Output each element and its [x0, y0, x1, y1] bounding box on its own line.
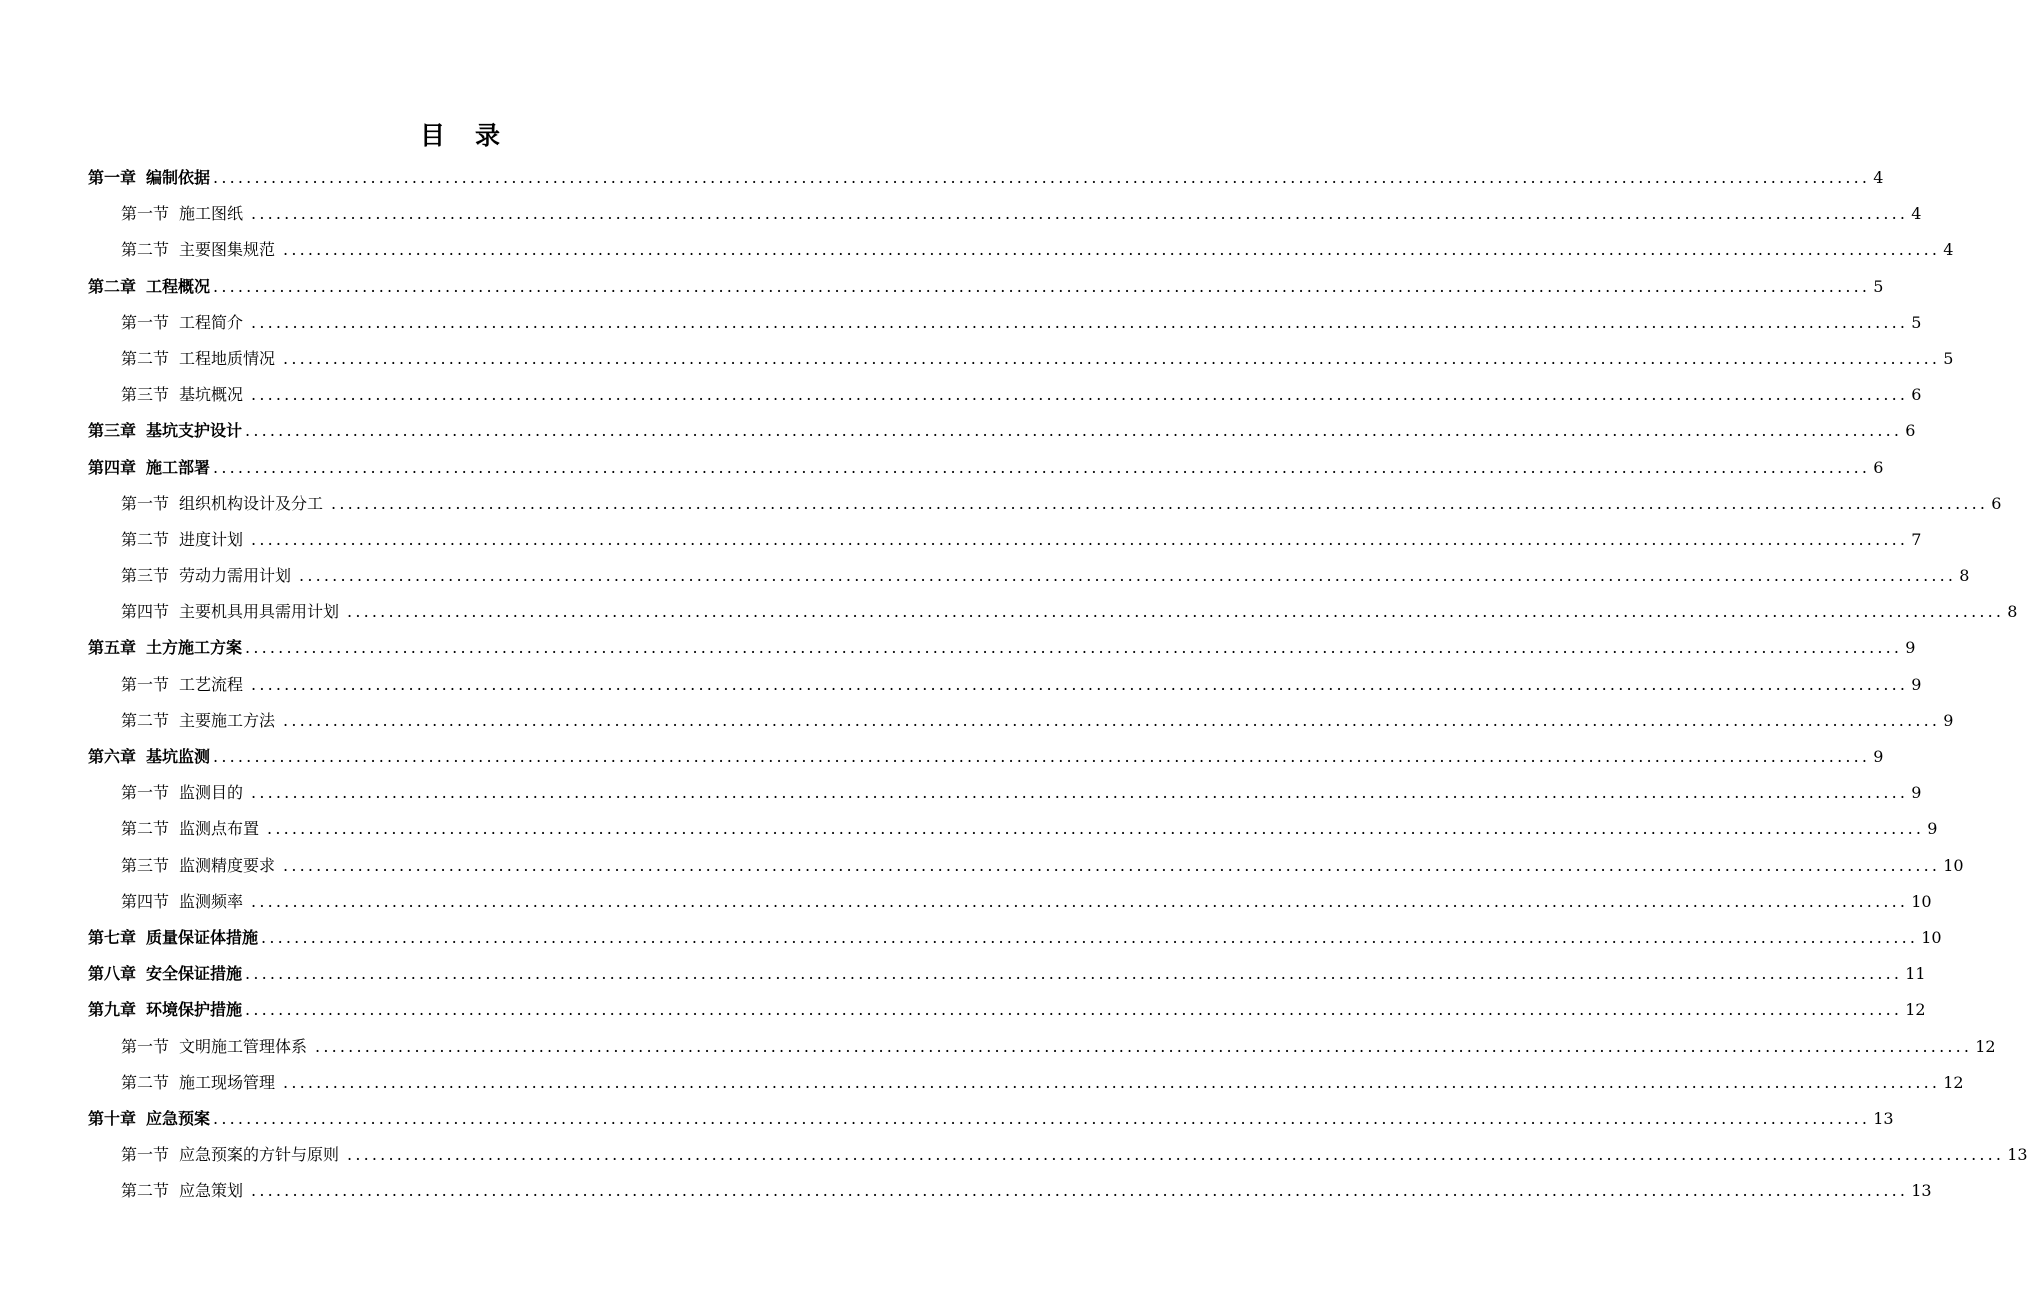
toc-entry-number: 第二节: [121, 348, 170, 368]
toc-entry-number: 第七章: [88, 927, 137, 947]
toc-entry-number: 第一节: [121, 312, 170, 332]
toc-entry-number: 第二节: [121, 1072, 170, 1092]
toc-entry-title: 质量保证体措施: [146, 927, 259, 947]
toc-entry-title: 施工部署: [146, 457, 211, 477]
toc-entry-title: 进度计划: [179, 529, 244, 549]
toc-entry-title: 监测目的: [179, 783, 244, 803]
toc-entry-title: 环境保护措施: [146, 1000, 243, 1020]
toc-section-entry[interactable]: [88, 377, 1922, 413]
toc-page-number: 6: [1873, 457, 1884, 477]
toc-entry-number: 第二节: [121, 240, 170, 260]
toc-entry-title: 施工现场管理: [179, 1072, 276, 1092]
toc-page-number: 10: [1921, 927, 1942, 947]
toc-dot-leader: ........................................................................................................................................................................................................: [251, 385, 1909, 405]
toc-entry-number: 第四节: [121, 602, 170, 622]
toc-chapter-entry[interactable]: [88, 1101, 1894, 1137]
toc-page-number: 6: [1991, 493, 2002, 513]
toc-entry-number: 第二节: [121, 710, 170, 730]
toc-dot-leader: ........................................................................................................................................................................................................: [245, 964, 1903, 984]
toc-page-number: 6: [1911, 385, 1922, 405]
toc-dot-leader: ........................................................................................................................................................................................................: [261, 927, 1919, 947]
toc-dot-leader: ........................................................................................................................................................................................................: [251, 1181, 1909, 1201]
toc-entry-title: 土方施工方案: [146, 638, 243, 658]
toc-page-number: 9: [1911, 783, 1922, 803]
toc-page-number: 9: [1873, 747, 1884, 766]
toc-page-number: 13: [2007, 1145, 2028, 1165]
page-title-part-2: 录: [475, 121, 501, 150]
toc-entry-number: 第三节: [121, 385, 170, 405]
toc-dot-leader: ........................................................................................................................................................................................................: [283, 348, 1941, 368]
toc-section-entry[interactable]: [88, 848, 1964, 884]
toc-entry-title: 劳动力需用计划: [179, 566, 292, 586]
toc-page-number: 6: [1905, 421, 1916, 441]
toc-entry-title: 应急预案: [146, 1108, 211, 1128]
toc-section-entry[interactable]: [88, 884, 1932, 920]
toc-chapter-entry[interactable]: [88, 956, 1926, 992]
toc-dot-leader: ........................................................................................................................................................................................................: [251, 783, 1909, 803]
toc-chapter-entry[interactable]: [88, 160, 1884, 196]
toc-entry-number: 第一节: [121, 1036, 170, 1056]
toc-entry-title: 基坑概况: [179, 385, 244, 405]
toc-dot-leader: ........................................................................................................................................................................................................: [283, 710, 1941, 730]
toc-entry-number: 第三章: [88, 421, 137, 441]
toc-entry-number: 第四章: [88, 457, 137, 477]
toc-entry-title: 应急策划: [179, 1181, 244, 1201]
toc-chapter-entry[interactable]: [88, 450, 1884, 486]
page-title: [0, 118, 920, 154]
toc-page-number: 10: [1911, 891, 1932, 911]
toc-section-entry[interactable]: [88, 703, 1954, 739]
toc-entry-number: 第四节: [121, 891, 170, 911]
toc-page-number: 12: [1905, 1000, 1926, 1020]
toc-section-entry[interactable]: [88, 1137, 2028, 1173]
toc-dot-leader: ........................................................................................................................................................................................................: [251, 891, 1909, 911]
toc-entry-title: 工程简介: [179, 312, 244, 332]
toc-dot-leader: ........................................................................................................................................................................................................: [251, 529, 1909, 549]
toc-dot-leader: ........................................................................................................................................................................................................: [213, 1108, 1871, 1128]
toc-entry-number: 第十章: [88, 1108, 137, 1128]
toc-dot-leader: ........................................................................................................................................................................................................: [283, 855, 1941, 875]
toc-entry-title: 工程地质情况: [179, 348, 276, 368]
toc-page-number: 4: [1943, 240, 1954, 260]
toc-entry-number: 第八章: [88, 964, 137, 984]
toc-dot-leader: ........................................................................................................................................................................................................: [213, 457, 1871, 477]
toc-page-number: 9: [1943, 710, 1954, 730]
toc-section-entry[interactable]: [88, 522, 1922, 558]
page-title-part-1: 目: [419, 121, 445, 150]
toc-page-number: 5: [1873, 276, 1884, 296]
toc-section-entry[interactable]: [88, 558, 1970, 594]
toc-entry-number: 第三节: [121, 855, 170, 875]
toc-page-number: 5: [1911, 312, 1922, 332]
toc-page-number: 12: [1943, 1072, 1964, 1092]
toc-entry-title: 主要施工方法: [179, 710, 276, 730]
toc-dot-leader: ........................................................................................................................................................................................................: [245, 638, 1903, 658]
toc-entry-title: 监测点布置: [179, 819, 260, 839]
toc-entry-number: 第一章: [88, 168, 137, 187]
toc-section-entry[interactable]: [88, 667, 1922, 703]
toc-entry-title: 文明施工管理体系: [179, 1036, 308, 1056]
toc-entry-title: 主要机具用具需用计划: [179, 602, 340, 622]
toc-entry-number: 第一节: [121, 493, 170, 513]
toc-entry-title: 监测精度要求: [179, 855, 276, 875]
toc-page-number: 12: [1975, 1036, 1996, 1056]
toc-section-entry[interactable]: [88, 775, 1922, 811]
toc-page-number: 10: [1943, 855, 1964, 875]
toc-page-number: 9: [1911, 674, 1922, 694]
toc-section-entry[interactable]: [88, 341, 1954, 377]
toc-section-entry[interactable]: [88, 196, 1922, 232]
toc-entry-number: 第五章: [88, 638, 137, 658]
toc-page-number: 11: [1905, 964, 1926, 984]
toc-page-number: 13: [1873, 1108, 1894, 1128]
toc-entry-number: 第二节: [121, 529, 170, 549]
toc-page-number: 9: [1905, 638, 1916, 658]
toc-entry-number: 第二节: [121, 1181, 170, 1201]
toc-entry-title: 基坑支护设计: [146, 421, 243, 441]
toc-dot-leader: ........................................................................................................................................................................................................: [299, 566, 1957, 586]
toc-dot-leader: ........................................................................................................................................................................................................: [213, 276, 1871, 296]
toc-dot-leader: ........................................................................................................................................................................................................: [283, 240, 1941, 260]
toc-entry-number: 第一节: [121, 204, 170, 224]
toc-entry-title: 组织机构设计及分工: [179, 493, 324, 513]
toc-page-number: 4: [1873, 168, 1884, 187]
toc-dot-leader: ........................................................................................................................................................................................................: [267, 819, 1925, 839]
toc-entry-title: 安全保证措施: [146, 964, 243, 984]
toc-entry-number: 第一节: [121, 783, 170, 803]
toc-dot-leader: ........................................................................................................................................................................................................: [283, 1072, 1941, 1092]
toc-dot-leader: ........................................................................................................................................................................................................: [251, 312, 1909, 332]
toc-entry-number: 第一节: [121, 1145, 170, 1165]
toc-dot-leader: ........................................................................................................................................................................................................: [331, 493, 1989, 513]
toc-dot-leader: ........................................................................................................................................................................................................: [251, 204, 1909, 224]
toc-section-entry[interactable]: [88, 305, 1922, 341]
toc-chapter-entry[interactable]: [88, 920, 1942, 956]
toc-page-number: 9: [1927, 819, 1938, 839]
toc-page-number: 5: [1943, 348, 1954, 368]
toc-entry-title: 工程概况: [146, 276, 211, 296]
toc-section-entry[interactable]: [88, 1029, 1996, 1065]
toc-section-entry[interactable]: [88, 1173, 1932, 1209]
toc-entry-number: 第一节: [121, 674, 170, 694]
toc-dot-leader: ........................................................................................................................................................................................................: [245, 421, 1903, 441]
toc-page-number: 8: [1959, 566, 1970, 586]
toc-dot-leader: ........................................................................................................................................................................................................: [213, 747, 1871, 766]
toc-entry-title: 监测频率: [179, 891, 244, 911]
toc-dot-leader: ........................................................................................................................................................................................................: [213, 168, 1871, 187]
toc-entry-number: 第二节: [121, 819, 170, 839]
table-of-contents: [88, 160, 2028, 1209]
toc-chapter-entry[interactable]: [88, 739, 1884, 775]
toc-section-entry[interactable]: [88, 1065, 1964, 1101]
toc-section-entry[interactable]: [88, 594, 2018, 630]
toc-chapter-entry[interactable]: [88, 413, 1916, 449]
toc-section-entry[interactable]: [88, 486, 2002, 522]
toc-entry-number: 第九章: [88, 1000, 137, 1020]
toc-page-number: 8: [2007, 602, 2018, 622]
toc-entry-title: 施工图纸: [179, 204, 244, 224]
toc-chapter-entry[interactable]: [88, 269, 1884, 305]
toc-dot-leader: ........................................................................................................................................................................................................: [347, 602, 2005, 622]
toc-entry-title: 应急预案的方针与原则: [179, 1145, 340, 1165]
toc-entry-number: 第三节: [121, 566, 170, 586]
toc-entry-number: 第二章: [88, 276, 137, 296]
toc-page-number: 13: [1911, 1181, 1932, 1201]
toc-entry-number: 第六章: [88, 747, 137, 766]
toc-chapter-entry[interactable]: [88, 630, 1916, 666]
toc-section-entry[interactable]: [88, 811, 1938, 847]
toc-page-number: 7: [1911, 529, 1922, 549]
toc-entry-title: 工艺流程: [179, 674, 244, 694]
toc-page-number: 4: [1911, 204, 1922, 224]
toc-dot-leader: ........................................................................................................................................................................................................: [245, 1000, 1903, 1020]
toc-entry-title: 编制依据: [146, 168, 211, 187]
toc-entry-title: 基坑监测: [146, 747, 211, 766]
toc-dot-leader: ........................................................................................................................................................................................................: [251, 674, 1909, 694]
toc-dot-leader: ........................................................................................................................................................................................................: [315, 1036, 1973, 1056]
toc-section-entry[interactable]: [88, 232, 1954, 268]
toc-chapter-entry[interactable]: [88, 992, 1926, 1028]
toc-entry-title: 主要图集规范: [179, 240, 276, 260]
toc-dot-leader: ........................................................................................................................................................................................................: [347, 1145, 2005, 1165]
